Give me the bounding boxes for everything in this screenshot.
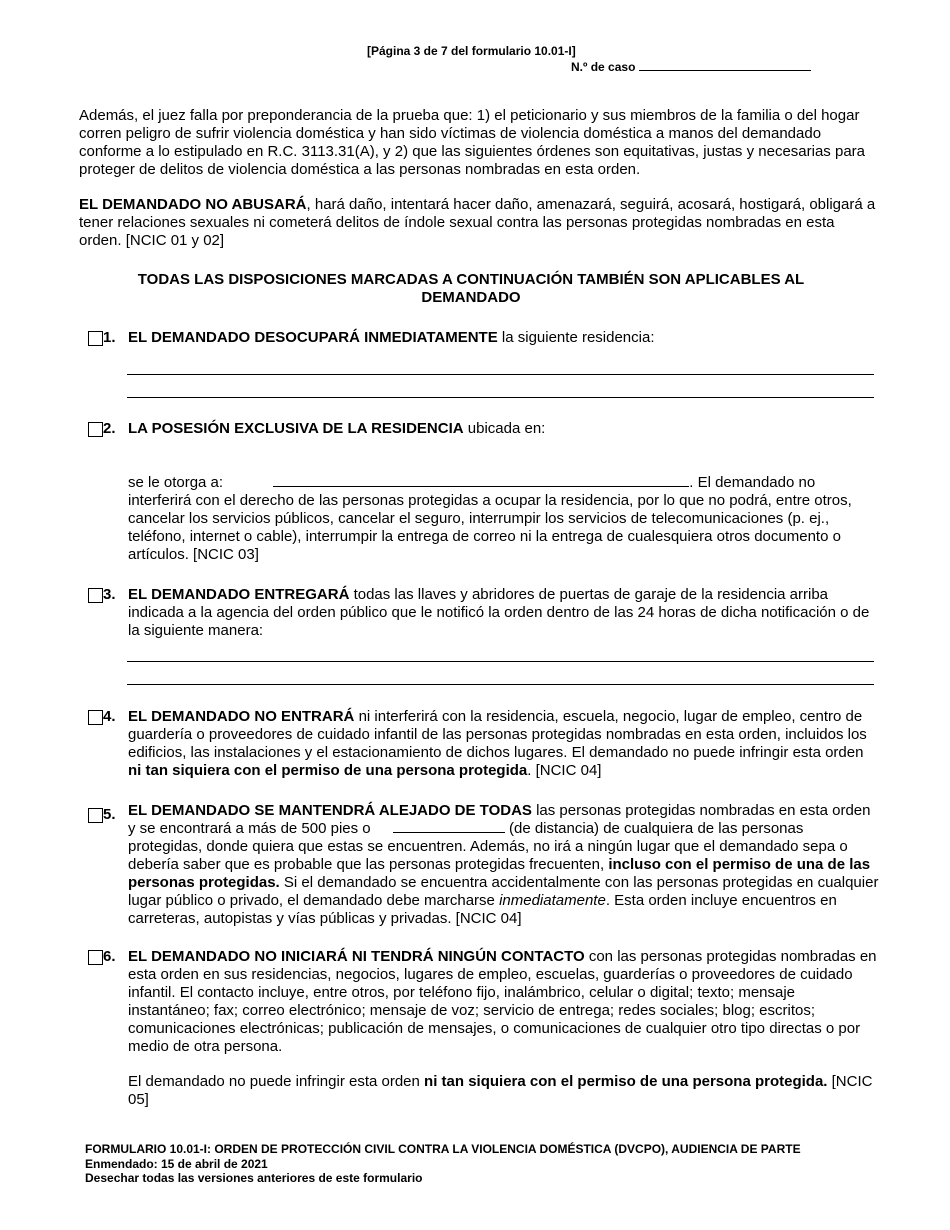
item-5-body-1: las personas protegidas nombradas en esta orden y se encontrará a más de 500 pies o	[128, 802, 871, 837]
item-5-body-3: Si el demandado se encuentra accidentalmente con las personas protegidas en cualquier lugar público o privado, el demandado debe marcharse	[128, 874, 879, 909]
findings-paragraph: Además, el juez falla por preponderancia de la prueba que: 1) el peticionario y sus miembros de la familia o del hogar corren peligro de sufrir violencia doméstica y han sido víctimas de violencia doméstica a manos del demandado conforme a lo estipulado en R.C. 3113.31(A), y 2) que las siguientes órdenes son equitativas, justas y necesarias para proteger de delitos de violencia doméstica a las personas nombradas en esta orden.	[79, 107, 865, 178]
item-1-text	[128, 329, 880, 347]
case-number-text: N.º de caso	[571, 60, 636, 74]
item-4-number: 4.	[103, 708, 116, 725]
item-6-body: con las personas protegidas nombradas en esta orden en sus residencias, negocios, lugares de empleo, escuelas, guarderías o proveedores de cuidado infantil. El contacto incluye, entre otros, por teléfono fijo, inalámbrico, celular o digital; texto; mensaje instantáneo; fax; correo electrónico; mensaje de voz; servicio de entrega; redes sociales; blog; escritos; comunicaciones electrónicas; publicación de mensajes, o comunicaciones de cualquier otro tipo directas o por medio de otra persona.	[128, 948, 877, 1055]
item-3-body: todas las llaves y abridores de puertas de garaje de la residencia arriba indicada a la agencia del orden público que le notificó la orden dentro de las 24 horas de dicha notificación o de la siguiente manera:	[128, 586, 870, 639]
item-5-italic: inmediatamente	[499, 892, 606, 909]
item-4-emphasis: ni tan siquiera con el permiso de una persona protegida	[128, 762, 528, 779]
item-4-body: ni interferirá con la residencia, escuela, negocio, lugar de empleo, centro de guardería o proveedores de cuidado infantil de las personas protegidas nombradas en esta orden, incluidos los edificios, las instalaciones y el estacionamiento de dichos lugares. El demandado no puede infringir esta orden	[128, 708, 867, 761]
item-6-note-emphasis: ni tan siquiera con el permiso de una persona protegida.	[424, 1073, 828, 1090]
no-abuse-title: EL DEMANDADO NO ABUSARÁ	[79, 196, 307, 213]
item-4-text	[128, 708, 880, 780]
item-5-checkbox[interactable]	[88, 808, 103, 823]
item-2-title: LA POSESIÓN EXCLUSIVA DE LA RESIDENCIA	[128, 420, 464, 437]
item-1-number: 1.	[103, 329, 116, 346]
item-3-number: 3.	[103, 586, 116, 603]
item-1-body: la siguiente residencia:	[497, 329, 655, 346]
item-5-title: EL DEMANDADO SE MANTENDRÁ ALEJADO DE TODAS	[128, 802, 532, 819]
item-2-granted-field[interactable]	[273, 474, 689, 487]
item-5-distance-field[interactable]	[393, 820, 505, 833]
item-5-number: 5.	[103, 806, 116, 823]
no-abuse-paragraph	[79, 196, 879, 250]
footer-form-title: FORMULARIO 10.01-I: ORDEN DE PROTECCIÓN CIVIL CONTRA LA VIOLENCIA DOMÉSTICA (DVCPO), AUDIENCIA DE PARTE	[85, 1142, 801, 1156]
item-2-location-label: ubicada en:	[463, 420, 546, 437]
item-3-checkbox[interactable]	[88, 588, 103, 603]
item-6-text	[128, 948, 880, 1056]
item-3-manner-line-1[interactable]	[127, 661, 874, 662]
item-2-granted-label: se le otorga a:	[128, 474, 224, 491]
item-2-text	[128, 420, 880, 438]
item-4-title: EL DEMANDADO NO ENTRARÁ	[128, 708, 355, 725]
item-1-checkbox[interactable]	[88, 331, 103, 346]
item-5-emphasis: incluso con el permiso de una de las personas protegidas.	[128, 856, 871, 891]
case-number-label	[571, 59, 811, 74]
item-6-note-end: [NCIC 05]	[128, 1073, 873, 1108]
case-number-field[interactable]	[639, 59, 811, 71]
item-1-address-line-2[interactable]	[127, 397, 874, 398]
item-5-body-2: (de distancia) de cualquiera de las personas protegidas, donde quiera que estas se encuentren. Además, no irá a ningún lugar que el demandado sepa o debería saber que es probable que las personas protegidas frecuenten,	[128, 820, 848, 873]
item-2-number: 2.	[103, 420, 116, 437]
item-4-end: . [NCIC 04]	[527, 762, 602, 779]
no-abuse-text: , hará daño, intentará hacer daño, amenazará, seguirá, acosará, hostigará, obligará a tener relaciones sexuales ni cometerá delitos de índole sexual contra las personas protegidas nombradas en esta orden. [NCIC 01 y 02]	[79, 196, 876, 249]
section-heading: TODAS LAS DISPOSICIONES MARCADAS A CONTINUACIÓN TAMBIÉN SON APLICABLES AL DEMANDADO	[137, 271, 805, 306]
item-2-granted-line	[128, 474, 880, 492]
item-5-text	[128, 802, 880, 928]
footer-amended-date: Enmendado: 15 de abril de 2021	[85, 1157, 268, 1171]
item-3-title: EL DEMANDADO ENTREGARÁ	[128, 586, 350, 603]
footer-discard-note: Desechar todas las versiones anteriores de este formulario	[85, 1171, 423, 1185]
page-number-label: [Página 3 de 7 del formulario 10.01-I]	[367, 44, 576, 58]
item-3-text	[128, 586, 880, 640]
item-2-checkbox[interactable]	[88, 422, 103, 437]
item-1-address-line-1[interactable]	[127, 374, 874, 375]
item-5-body-4: . Esta orden incluye encuentros en carreteras, autopistas y vías públicas y privadas. [NCIC 04]	[128, 892, 837, 927]
item-6-title: EL DEMANDADO NO INICIARÁ NI TENDRÁ NINGÚN CONTACTO	[128, 948, 585, 965]
item-2-body: interferirá con el derecho de las personas protegidas a ocupar la residencia, por lo que no podrá, entre otros, cancelar los servicios públicos, cancelar el seguro, interrumpir los servicios de telecomunicaciones (p. ej., teléfono, internet o cable), interrumpir la entrega de correo ni la entrega de cualesquiera otros documento o artículos. [NCIC 03]	[128, 492, 852, 563]
item-6-checkbox[interactable]	[88, 950, 103, 965]
item-6-number: 6.	[103, 948, 116, 965]
item-6-note	[128, 1073, 880, 1109]
item-2-granted-after: . El demandado no	[689, 474, 816, 491]
item-3-manner-line-2[interactable]	[127, 684, 874, 685]
item-4-checkbox[interactable]	[88, 710, 103, 725]
item-1-title: EL DEMANDADO DESOCUPARÁ INMEDIATAMENTE	[128, 329, 498, 346]
item-6-note-pre: El demandado no puede infringir esta orden	[128, 1073, 425, 1090]
